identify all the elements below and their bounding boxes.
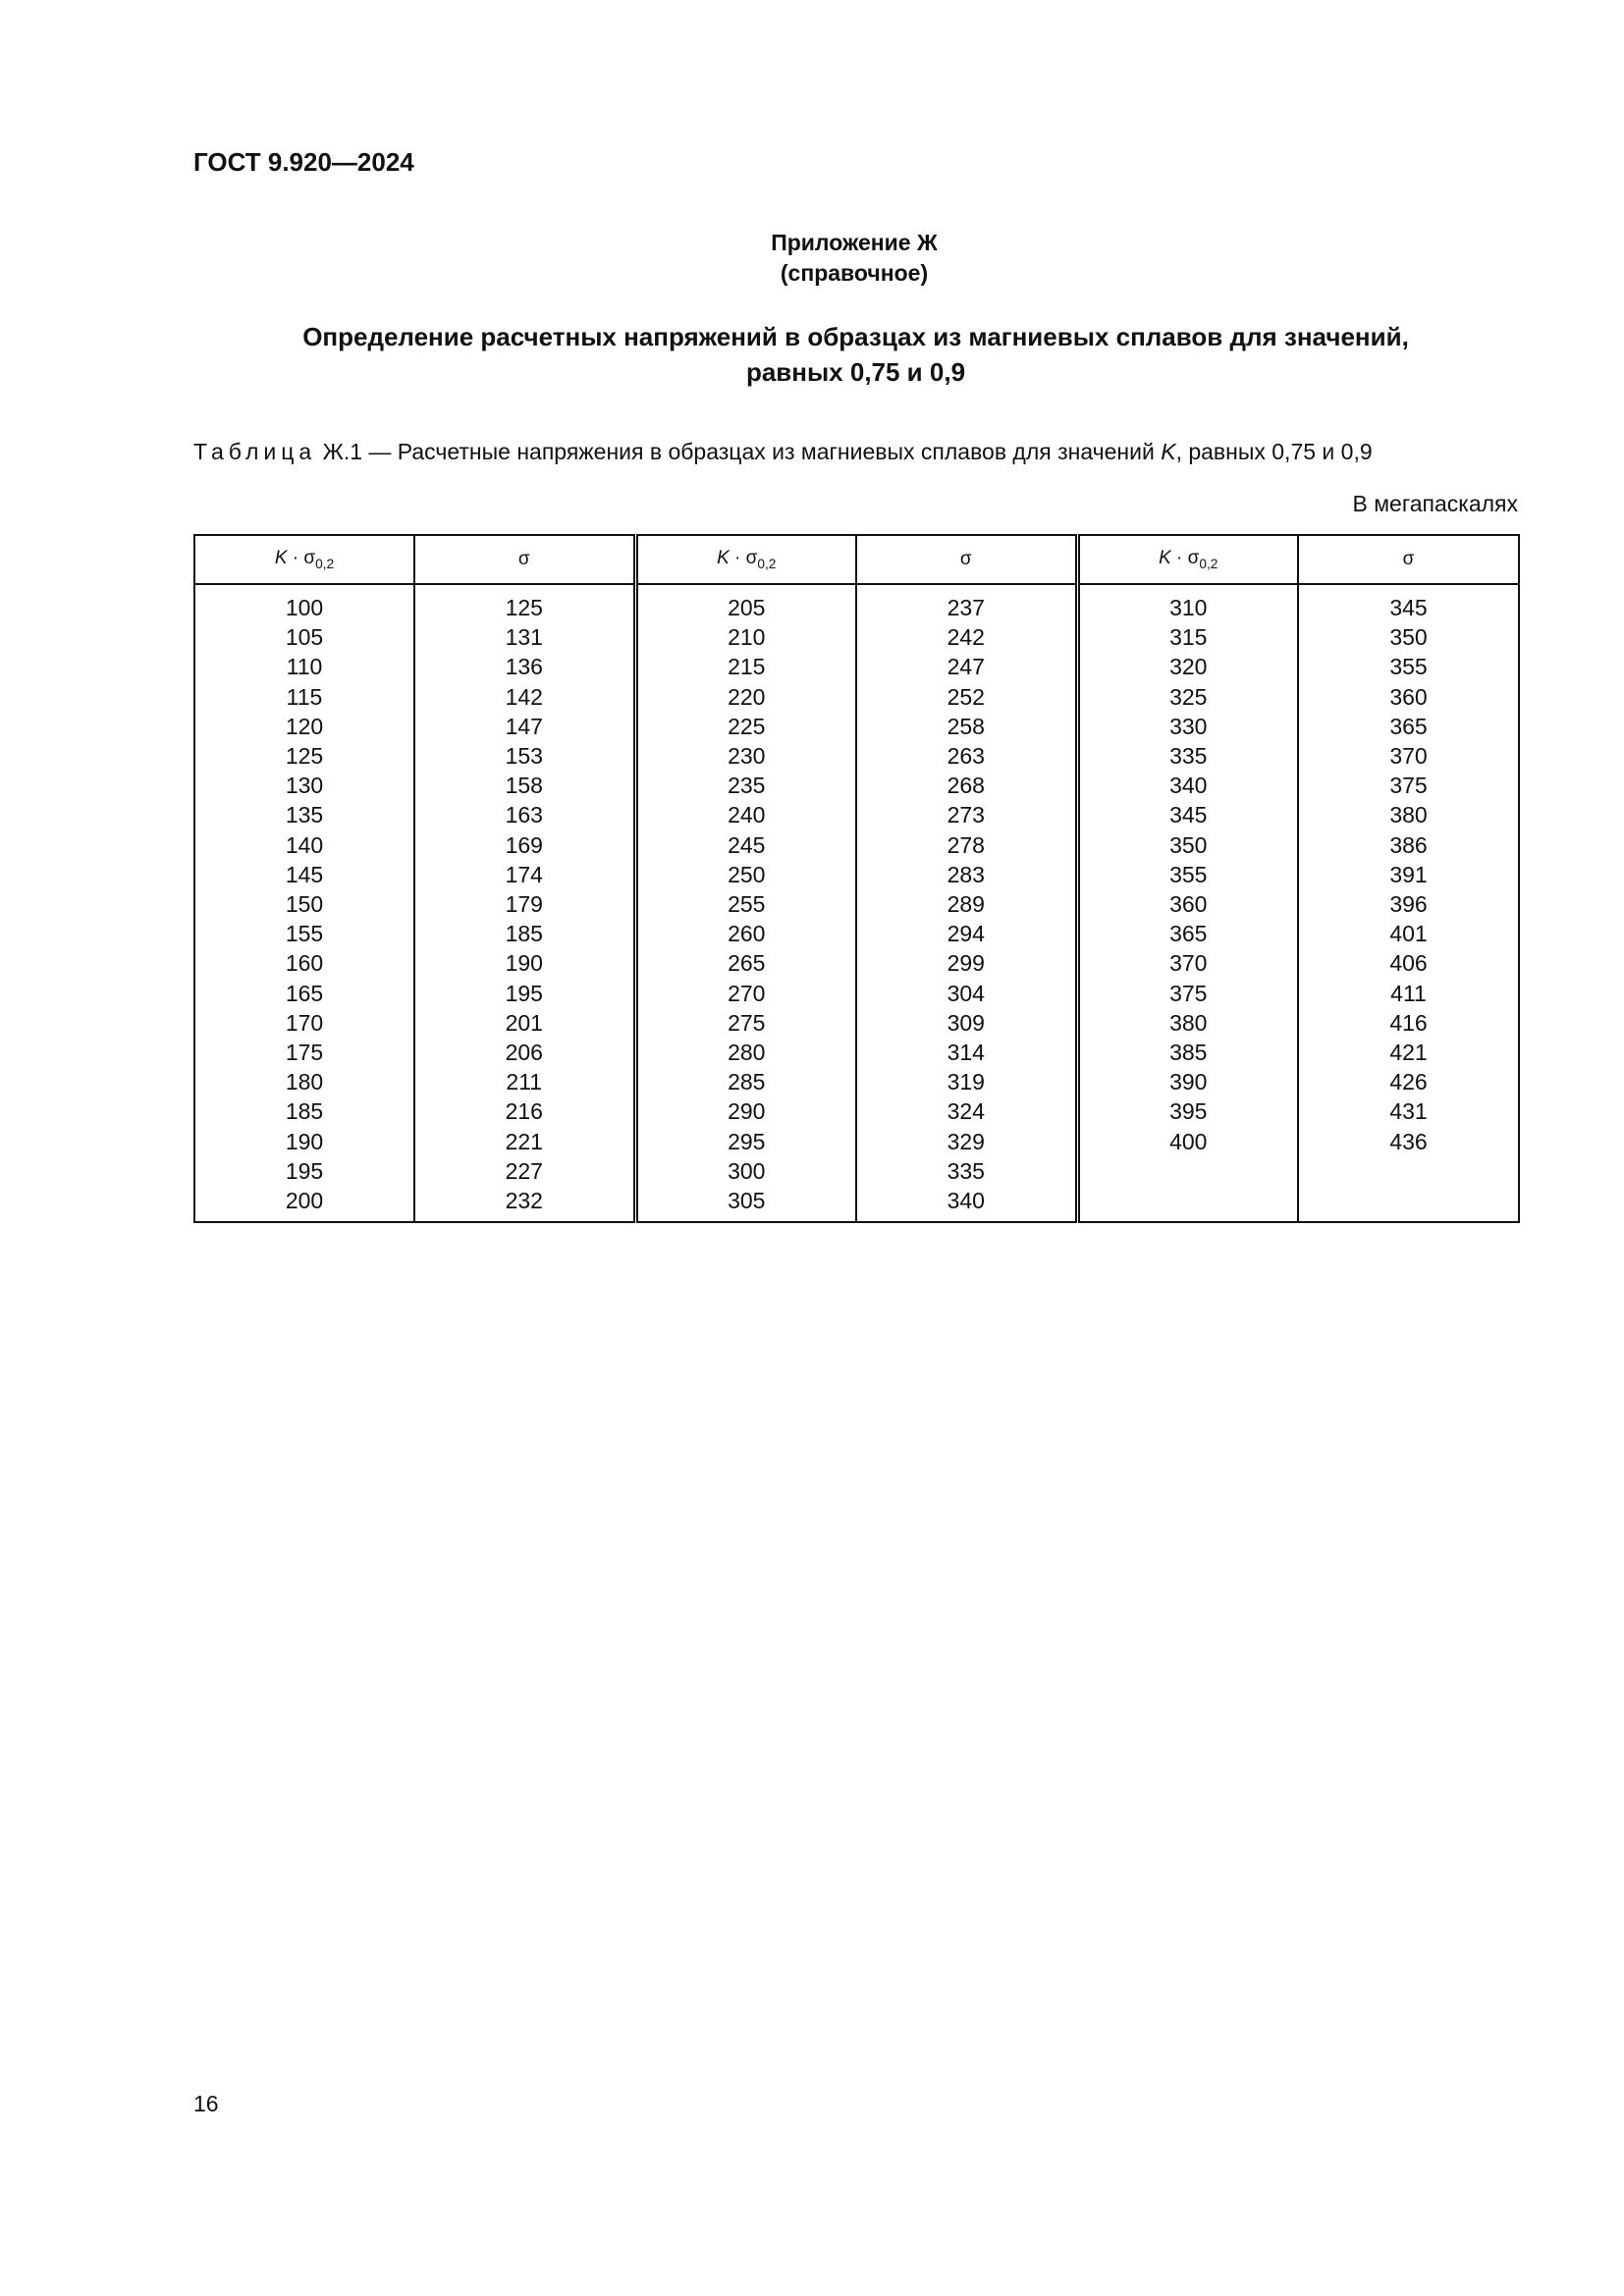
table-cell: 310	[1077, 584, 1298, 622]
table-cell: 350	[1077, 830, 1298, 860]
table-cell: 350	[1298, 622, 1519, 652]
table-cell: 268	[856, 771, 1077, 800]
table-cell: 206	[414, 1038, 635, 1067]
table-cell: 240	[635, 800, 856, 829]
table-cell: 105	[194, 622, 414, 652]
table-cell: 320	[1077, 652, 1298, 681]
table-cell: 365	[1298, 712, 1519, 741]
header-k-symbol: K	[717, 548, 730, 569]
table-cell: 340	[856, 1186, 1077, 1222]
table-cell: 401	[1298, 919, 1519, 948]
header-sigma-symbol: · σ	[729, 548, 758, 569]
table-row	[194, 919, 1519, 948]
table-cell: 290	[635, 1096, 856, 1126]
table-cell: 210	[635, 622, 856, 652]
table-cell: 294	[856, 919, 1077, 948]
table-cell: 115	[194, 682, 414, 712]
table-cell: 147	[414, 712, 635, 741]
table-header-row	[194, 535, 1519, 584]
table-cell: 273	[856, 800, 1077, 829]
table-cell: 391	[1298, 860, 1519, 889]
header-k-sigma	[1077, 535, 1298, 584]
table-cell: 155	[194, 919, 414, 948]
table-row	[194, 800, 1519, 829]
table-cell: 360	[1077, 889, 1298, 919]
table-cell: 135	[194, 800, 414, 829]
header-sigma: σ	[856, 535, 1077, 584]
table-row	[194, 1127, 1519, 1156]
table-cell: 174	[414, 860, 635, 889]
table-row	[194, 771, 1519, 800]
header-k-sigma	[635, 535, 856, 584]
table-cell: 260	[635, 919, 856, 948]
table-cell: 314	[856, 1038, 1077, 1067]
table-cell: 190	[414, 948, 635, 978]
table-cell: 150	[194, 889, 414, 919]
table-cell: 285	[635, 1067, 856, 1096]
table-cell: 385	[1077, 1038, 1298, 1067]
table-cell: 160	[194, 948, 414, 978]
table-row	[194, 979, 1519, 1008]
table-cell: 431	[1298, 1096, 1519, 1126]
table-caption-k: K	[1161, 439, 1176, 464]
table-cell: 299	[856, 948, 1077, 978]
table-cell: 230	[635, 741, 856, 771]
table-cell: 215	[635, 652, 856, 681]
table-cell: 330	[1077, 712, 1298, 741]
table-cell: 265	[635, 948, 856, 978]
table-cell: 200	[194, 1186, 414, 1222]
table-cell: 380	[1077, 1008, 1298, 1038]
table-row	[194, 741, 1519, 771]
table-cell: 227	[414, 1156, 635, 1186]
main-title	[193, 319, 1518, 390]
table-cell: 201	[414, 1008, 635, 1038]
table-cell: 270	[635, 979, 856, 1008]
table-cell: 220	[635, 682, 856, 712]
document-code: ГОСТ 9.920—2024	[193, 147, 414, 177]
table-cell: 180	[194, 1067, 414, 1096]
table-cell: 421	[1298, 1038, 1519, 1067]
table-cell	[1077, 1156, 1298, 1186]
table-cell: 145	[194, 860, 414, 889]
units-note: В мегапаскалях	[1352, 491, 1518, 516]
table-cell: 355	[1298, 652, 1519, 681]
table-cell: 247	[856, 652, 1077, 681]
table-cell: 315	[1077, 622, 1298, 652]
main-title-line-2: равных 0,75 и 0,9	[745, 357, 966, 387]
table-row	[194, 1096, 1519, 1126]
table-cell: 395	[1077, 1096, 1298, 1126]
table-cell: 225	[635, 712, 856, 741]
table-cell: 125	[414, 584, 635, 622]
table-cell: 131	[414, 622, 635, 652]
table-cell: 386	[1298, 830, 1519, 860]
table-row	[194, 1186, 1519, 1222]
table-cell: 283	[856, 860, 1077, 889]
table-cell	[1077, 1186, 1298, 1222]
table-cell: 165	[194, 979, 414, 1008]
table-cell: 140	[194, 830, 414, 860]
appendix-title: Приложение Ж	[771, 230, 938, 255]
table-body	[194, 584, 1519, 1222]
table-cell: 345	[1298, 584, 1519, 622]
table-cell: 335	[1077, 741, 1298, 771]
table-cell: 375	[1298, 771, 1519, 800]
table-cell: 416	[1298, 1008, 1519, 1038]
table-cell: 304	[856, 979, 1077, 1008]
table-cell: 110	[194, 652, 414, 681]
table-row	[194, 860, 1519, 889]
table-cell: 237	[856, 584, 1077, 622]
table-row	[194, 1038, 1519, 1067]
table-cell: 185	[194, 1096, 414, 1126]
header-subscript: 0,2	[757, 556, 777, 571]
table-cell: 190	[194, 1127, 414, 1156]
table-cell: 300	[635, 1156, 856, 1186]
table-cell: 179	[414, 889, 635, 919]
table-row	[194, 584, 1519, 622]
table-caption	[193, 439, 1373, 465]
table-row	[194, 682, 1519, 712]
appendix-type: (справочное)	[780, 260, 929, 286]
table-cell: 170	[194, 1008, 414, 1038]
table-cell	[1298, 1186, 1519, 1222]
table-cell: 329	[856, 1127, 1077, 1156]
table-cell: 360	[1298, 682, 1519, 712]
header-subscript: 0,2	[1199, 556, 1218, 571]
table-cell: 406	[1298, 948, 1519, 978]
table-cell: 235	[635, 771, 856, 800]
table-cell: 130	[194, 771, 414, 800]
table-cell: 120	[194, 712, 414, 741]
table-cell: 153	[414, 741, 635, 771]
table-cell: 426	[1298, 1067, 1519, 1096]
table-cell: 324	[856, 1096, 1077, 1126]
table-cell: 263	[856, 741, 1077, 771]
table-row	[194, 889, 1519, 919]
table-cell: 252	[856, 682, 1077, 712]
table-cell: 136	[414, 652, 635, 681]
table-cell: 295	[635, 1127, 856, 1156]
page-number: 16	[193, 2091, 219, 2116]
table-cell: 305	[635, 1186, 856, 1222]
table-row	[194, 622, 1519, 652]
table-cell: 100	[194, 584, 414, 622]
table-cell: 278	[856, 830, 1077, 860]
table-cell: 355	[1077, 860, 1298, 889]
table-cell: 258	[856, 712, 1077, 741]
table-cell: 169	[414, 830, 635, 860]
table-row	[194, 948, 1519, 978]
table-caption-text: Ж.1 — Расчетные напряжения в образцах из магниевых сплавов для значений	[322, 439, 1162, 464]
table-cell: 175	[194, 1038, 414, 1067]
table-cell: 142	[414, 682, 635, 712]
appendix-heading	[0, 228, 1624, 289]
table-row	[194, 1156, 1519, 1186]
table-cell: 340	[1077, 771, 1298, 800]
table-cell: 245	[635, 830, 856, 860]
table-cell: 345	[1077, 800, 1298, 829]
table-cell: 365	[1077, 919, 1298, 948]
table-cell: 375	[1077, 979, 1298, 1008]
table-cell: 221	[414, 1127, 635, 1156]
main-title-line-1: Определение расчетных напряжений в образцах из магниевых сплавов для значений,	[302, 322, 1409, 351]
table-cell: 242	[856, 622, 1077, 652]
table-cell: 195	[414, 979, 635, 1008]
header-k-symbol: K	[1159, 548, 1171, 569]
table-cell: 319	[856, 1067, 1077, 1096]
table-caption-text-end: , равных 0,75 и 0,9	[1175, 439, 1373, 464]
table-cell: 400	[1077, 1127, 1298, 1156]
table-cell: 370	[1077, 948, 1298, 978]
table-cell: 163	[414, 800, 635, 829]
table-cell: 380	[1298, 800, 1519, 829]
table-cell: 185	[414, 919, 635, 948]
table-cell: 255	[635, 889, 856, 919]
table-cell: 309	[856, 1008, 1077, 1038]
header-sigma: σ	[414, 535, 635, 584]
table-cell: 390	[1077, 1067, 1298, 1096]
table-row	[194, 652, 1519, 681]
table-cell: 325	[1077, 682, 1298, 712]
header-k-symbol: K	[274, 548, 288, 569]
table-row	[194, 1008, 1519, 1038]
table-cell: 370	[1298, 741, 1519, 771]
header-sigma-symbol: · σ	[1170, 548, 1200, 569]
table-cell: 211	[414, 1067, 635, 1096]
table-cell: 195	[194, 1156, 414, 1186]
table-cell: 396	[1298, 889, 1519, 919]
header-sigma: σ	[1298, 535, 1519, 584]
table-cell: 280	[635, 1038, 856, 1067]
header-subscript: 0,2	[315, 556, 335, 571]
table-cell: 275	[635, 1008, 856, 1038]
table-row	[194, 830, 1519, 860]
table-cell: 232	[414, 1186, 635, 1222]
table-cell	[1298, 1156, 1519, 1186]
table-caption-label: Таблица	[193, 439, 317, 464]
table-row	[194, 712, 1519, 741]
table-cell: 158	[414, 771, 635, 800]
table-cell: 250	[635, 860, 856, 889]
table-header	[194, 535, 1519, 584]
header-sigma-symbol: · σ	[287, 548, 316, 569]
table-cell: 335	[856, 1156, 1077, 1186]
table-cell: 125	[194, 741, 414, 771]
stress-table	[193, 534, 1520, 1223]
table-cell: 289	[856, 889, 1077, 919]
table-cell: 205	[635, 584, 856, 622]
table-cell: 216	[414, 1096, 635, 1126]
table-row	[194, 1067, 1519, 1096]
header-k-sigma	[194, 535, 414, 584]
table-cell: 411	[1298, 979, 1519, 1008]
table-cell: 436	[1298, 1127, 1519, 1156]
